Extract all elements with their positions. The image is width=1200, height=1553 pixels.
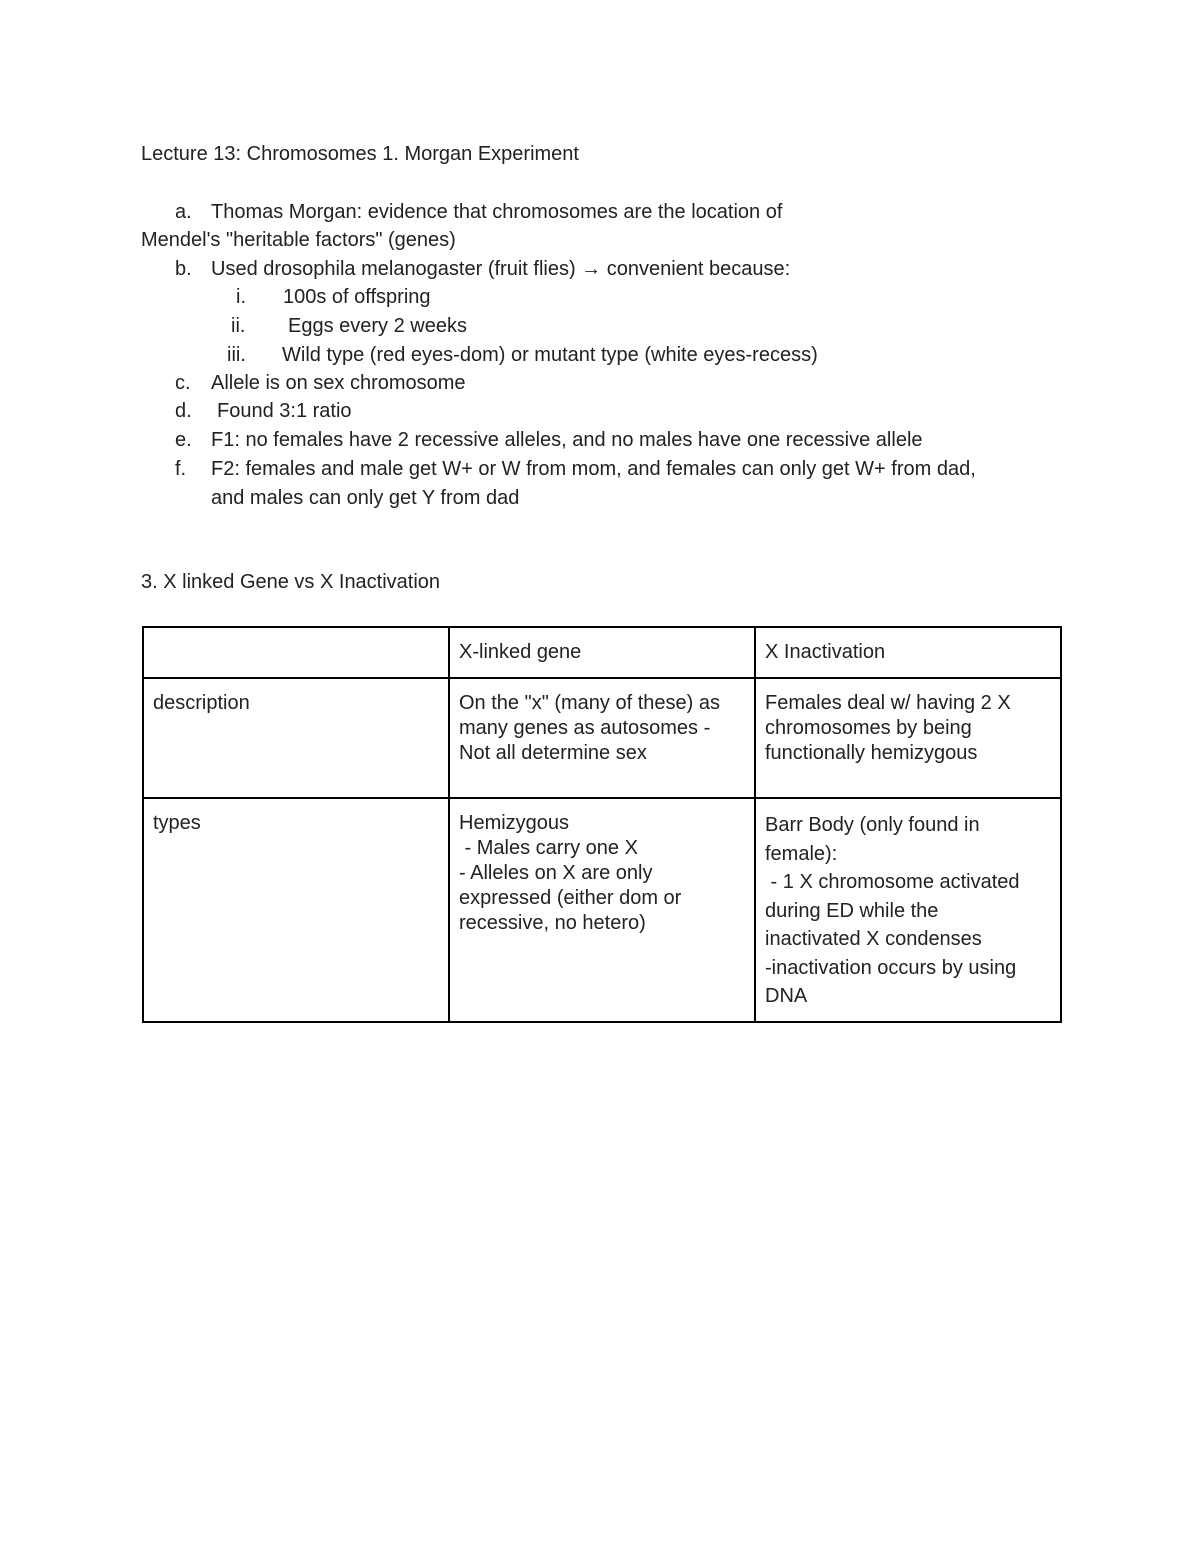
section-heading: 3. X linked Gene vs X Inactivation [141,571,441,593]
table-row-description [143,678,1061,798]
cell-line: - Males carry one X [459,837,638,859]
cell-line: during ED while the [765,899,939,922]
cell-line: expressed (either dom or [459,887,682,909]
table-row-types [143,798,1061,1022]
sublist-label-iii: iii. [227,344,246,366]
sublist-item-iii: Wild type (red eyes-dom) or mutant type (white eyes-recess) [282,344,818,366]
list-label-d: d. [175,400,192,422]
cell-line: many genes as autosomes - [459,717,711,739]
cell-line: female): [765,842,838,865]
header-cell-x-linked-gene: X-linked gene [449,627,755,678]
list-label-c: c. [175,372,191,394]
list-item-d: Found 3:1 ratio [217,400,352,422]
list-item-c: Allele is on sex chromosome [211,372,466,394]
header-cell-x-inactivation: X Inactivation [755,627,1061,678]
cell-line: -inactivation occurs by using [765,956,1017,979]
comparison-table [142,626,1062,1023]
cell-line: DNA [765,985,808,1007]
list-item-a-continuation: Mendel's "heritable factors" (genes) [141,229,456,251]
sublist-item-ii: Eggs every 2 weeks [288,315,467,337]
cell-line: functionally hemizygous [765,742,978,764]
cell-types-x-linked [449,798,755,1022]
list-item-f-continuation: and males can only get Y from dad [211,487,520,509]
sublist-label-ii: ii. [231,315,246,337]
cell-line: recessive, no hetero) [459,912,646,934]
cell-line: inactivated X condenses [765,928,982,950]
sublist-label-i: i. [236,286,246,308]
cell-line: Barr Body (only found in [765,814,980,836]
list-label-b: b. [175,258,192,280]
cell-line: Females deal w/ having 2 X [765,692,1011,714]
cell-description-x-inactivation [755,678,1061,798]
cell-types-x-inactivation [755,798,1061,1022]
list-label-f: f. [175,458,187,480]
cell-line: chromosomes by being [765,717,972,739]
list-item-b: Used drosophila melanogaster (fruit flies) → convenient because: [211,258,791,280]
row-label-description: description [143,678,449,798]
list-label-a: a. [175,201,192,223]
sublist-item-i: 100s of offspring [283,286,431,308]
cell-line: On the "x" (many of these) as [459,692,720,714]
cell-line: - Alleles on X are only [459,862,653,884]
header-cell-empty [143,627,449,678]
cell-line: - 1 X chromosome activated [765,871,1020,893]
list-item-a: Thomas Morgan: evidence that chromosomes are the location of [211,201,783,223]
list-label-e: e. [175,429,192,451]
cell-description-x-linked [449,678,755,798]
table-header-row [143,627,1061,678]
row-label-types: types [143,798,449,1022]
cell-line: Hemizygous [459,812,570,834]
page-title: Lecture 13: Chromosomes 1. Morgan Experiment [141,143,579,165]
list-item-e: F1: no females have 2 recessive alleles, and no males have one recessive allele [211,429,923,451]
cell-line: Not all determine sex [459,742,647,764]
list-item-f: F2: females and male get W+ or W from mom, and females can only get W+ from dad, [211,458,976,480]
